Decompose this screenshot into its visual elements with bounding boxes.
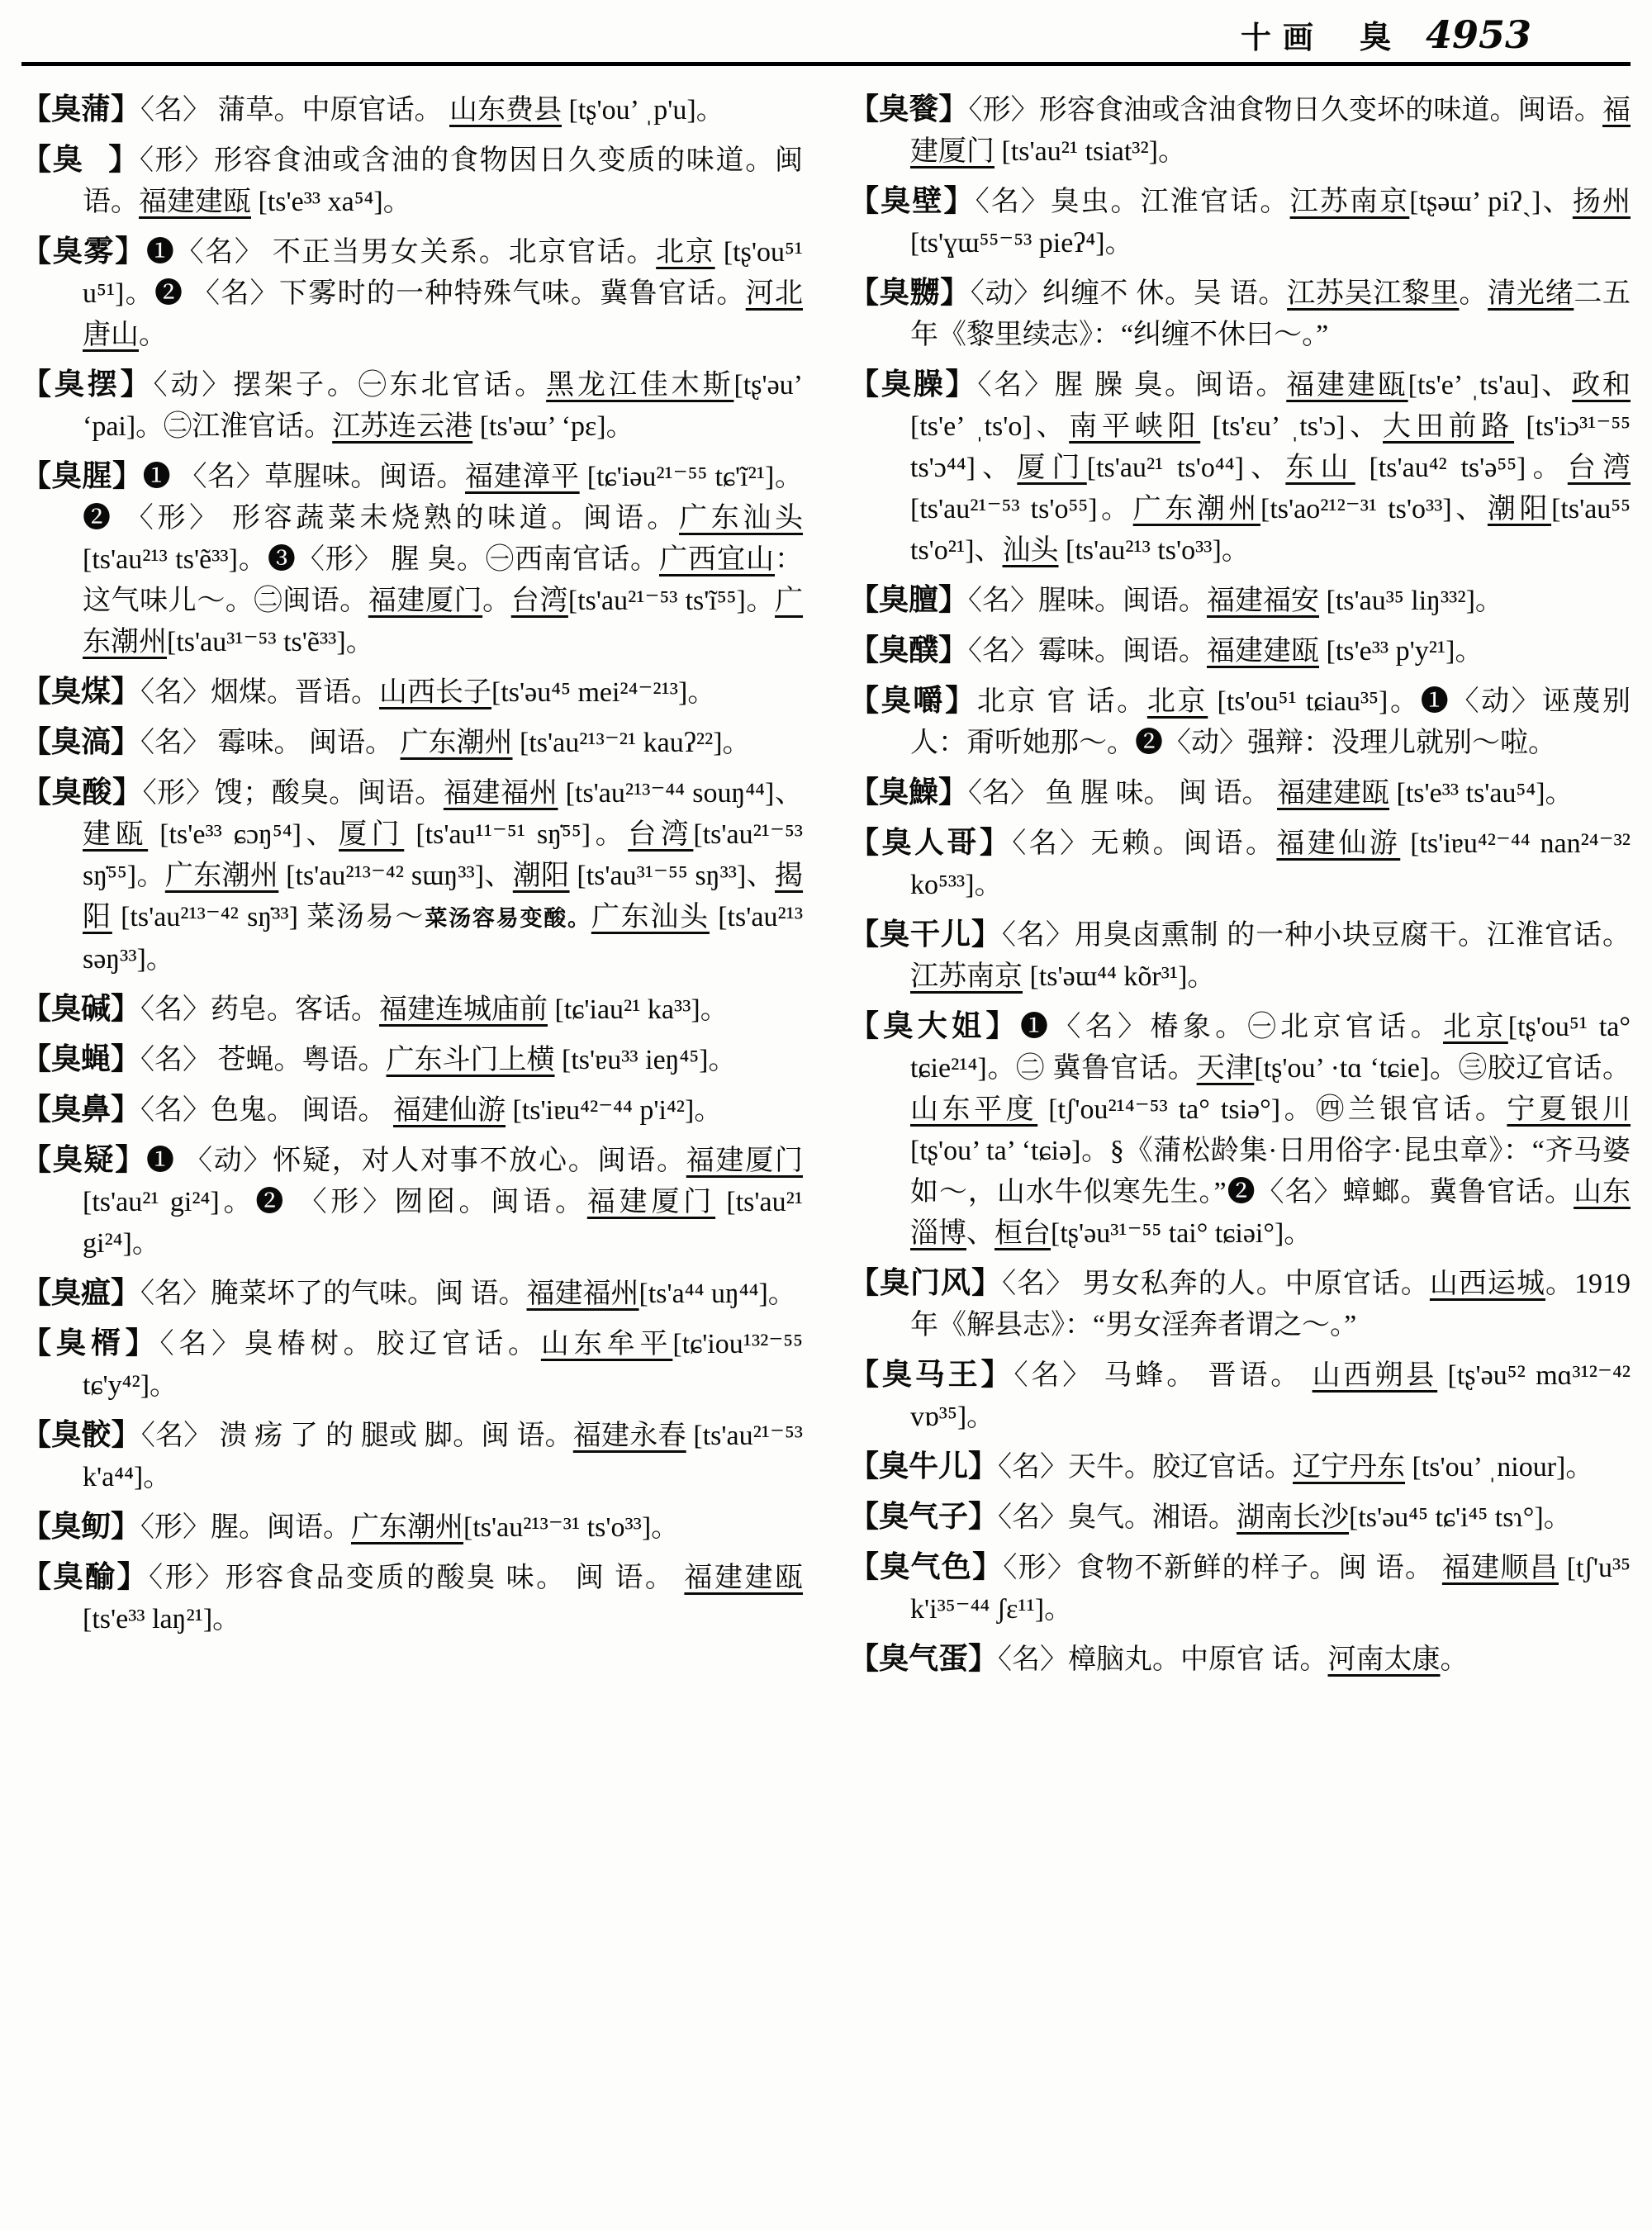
dict-entry bbox=[21, 363, 803, 448]
entry-headword: 【臭鱽】 bbox=[21, 1510, 141, 1543]
entry-text: [tʂ'ou’ ·tɑ ‘tɕie]。㊂胶辽官话。 bbox=[1254, 1053, 1631, 1084]
entry-text: [ts'e³³ ts'au⁵⁴]。 bbox=[1389, 778, 1574, 809]
dict-entry bbox=[849, 1496, 1631, 1539]
entry-text: [ts'əɯ⁴⁴ kõr³¹]。 bbox=[1023, 961, 1216, 992]
entry-text: 北京 官 话。 bbox=[976, 686, 1147, 717]
entry-text: [tʃ'u³⁵ k'i³⁵⁻⁴⁴ ʃɛ¹¹]。 bbox=[910, 1553, 1631, 1625]
dict-entry bbox=[21, 988, 803, 1031]
place-name: 广东汕头 bbox=[591, 902, 710, 932]
dict-entry bbox=[849, 272, 1631, 356]
place-name: 福建漳平 bbox=[465, 462, 580, 492]
place-name: 福建建瓯 bbox=[1286, 370, 1408, 401]
section-label: 十画 bbox=[1240, 21, 1325, 55]
entry-text: [ts'au²¹⁻⁵³ ts'o⁵⁵]。 bbox=[910, 494, 1133, 524]
place-name: 福建连城庙前 bbox=[379, 994, 548, 1025]
place-name: 福建福州 bbox=[526, 1279, 639, 1309]
entry-text: 〈名〉色鬼。 闽语。 bbox=[140, 1095, 394, 1126]
place-name: 揭阳 bbox=[83, 861, 804, 932]
dict-entry bbox=[21, 1556, 803, 1640]
place-name: 广东斗门上横 bbox=[386, 1045, 555, 1075]
place-name: 广东潮州 bbox=[1132, 494, 1260, 524]
entry-text: 〈名〉臭椿树。胶辽官话。 bbox=[159, 1329, 541, 1359]
dict-entry bbox=[849, 680, 1631, 764]
entry-text: [ts'au⁵⁵ ts'o²¹]、 bbox=[910, 494, 1631, 566]
entry-headword: 【臭牛儿】 bbox=[849, 1450, 999, 1483]
entry-headword: 【臭膻】 bbox=[849, 583, 969, 616]
place-name: 福建永春 bbox=[572, 1421, 686, 1451]
dict-entry bbox=[849, 1638, 1631, 1681]
dict-entry bbox=[21, 1139, 803, 1264]
entry-headword: 【臭人哥】 bbox=[849, 826, 1013, 859]
place-name: 南平峡阳 bbox=[1069, 411, 1201, 442]
entry-text: [ts'au¹¹⁻⁵¹ sŋ̇⁵⁵]。 bbox=[404, 819, 629, 850]
dict-entry bbox=[849, 363, 1631, 572]
page-header bbox=[21, 5, 1631, 62]
place-name: 北京 bbox=[656, 237, 715, 268]
entry-text: 〈形〉形容食油或含油食物日久变坏的味道。闽语。 bbox=[968, 95, 1602, 126]
entry-headword: 【臭气色】 bbox=[849, 1550, 1004, 1583]
entry-headword: 【臭摆】 bbox=[21, 368, 154, 401]
entry-text: [tʂ'əu⁵² mɑ³¹²⁻⁴² vɒ³⁵]。 bbox=[910, 1360, 1631, 1432]
place-name: 山西朔县 bbox=[1312, 1360, 1438, 1391]
entry-text: [tʂ'əu’ ‘pai]。㊁江淮官话。 bbox=[83, 370, 804, 442]
entry-headword: 【臭䤅】 bbox=[21, 1560, 150, 1593]
entry-text: ❶ 〈名〉草腥味。闽语。 bbox=[142, 462, 466, 492]
entry-text: [ts'e³³ xa⁵⁴]。 bbox=[251, 187, 411, 217]
place-name: 台湾 bbox=[1567, 453, 1631, 483]
entry-text: [ts'e³³ laŋ²¹]。 bbox=[83, 1604, 241, 1635]
entry-text: 〈名〉臭气。湘语。 bbox=[998, 1502, 1237, 1533]
entry-headword: 【臭楈】 bbox=[21, 1326, 160, 1359]
place-name: 福建福安 bbox=[1207, 586, 1320, 616]
entry-text: 〈名〉 马蜂。 晋语。 bbox=[1014, 1360, 1313, 1391]
entry-text: 〈形〉馊；酸臭。闽语。 bbox=[142, 778, 444, 809]
entry-text: [ts'ɣɯ⁵⁵⁻⁵³ pieʔ⁴]。 bbox=[910, 228, 1133, 259]
place-name: 福建建瓯 bbox=[139, 187, 251, 217]
entry-text: [ts'au²¹³ səŋ³³]。 bbox=[83, 902, 804, 975]
place-name: 山东平度 bbox=[910, 1094, 1038, 1125]
dict-entry bbox=[21, 671, 803, 714]
entry-headword: 【臭气蛋】 bbox=[849, 1642, 999, 1675]
entry-text: ❶〈名〉 不正当男女关系。北京官话。 bbox=[145, 237, 657, 268]
dict-entry bbox=[849, 1005, 1631, 1255]
place-name: 福建厦门 bbox=[686, 1146, 803, 1176]
entry-text: 〈形〉腥。闽语。 bbox=[140, 1512, 352, 1543]
entry-text: [ts'au²¹³⁻⁴² sɯŋ³³]、 bbox=[278, 861, 513, 891]
entry-text: 、 bbox=[966, 1218, 995, 1249]
entry-headword: 【臭瘟】 bbox=[21, 1276, 141, 1309]
place-name: 江苏南京 bbox=[910, 961, 1023, 992]
entry-text: 〈形〉食物不新鲜的样子。闽 语。 bbox=[1003, 1553, 1442, 1583]
dict-entry bbox=[21, 1038, 803, 1081]
dict-entry bbox=[21, 455, 803, 663]
entry-text: [ts'əu⁴⁵ tɕ'i⁴⁵ tsɿ°]。 bbox=[1349, 1502, 1572, 1533]
right-column bbox=[849, 81, 1631, 1688]
entry-text: [tʂ'ou⁵¹ u⁵¹]。❷ 〈名〉下雾时的一种特殊气味。冀鲁官话。 bbox=[83, 237, 803, 309]
entry-text: ❶〈名〉椿象。㊀北京官话。 bbox=[1019, 1012, 1444, 1042]
entry-text: 〈动〉摆架子。㊀东北官话。 bbox=[153, 370, 547, 401]
place-name: 江苏连云港 bbox=[332, 411, 473, 442]
entry-headword: 【臭嚼】 bbox=[849, 684, 977, 717]
dict-entry bbox=[21, 1322, 803, 1407]
entry-text: [ts'ou’ ˌniour]。 bbox=[1405, 1452, 1594, 1483]
entry-text: [ts'au²¹ tsiat³²]。 bbox=[995, 136, 1186, 167]
entry-text: 〈名〉天牛。胶辽官话。 bbox=[998, 1452, 1294, 1483]
place-name: 广东潮州 bbox=[351, 1512, 464, 1543]
entry-text: ：这气味儿～。㊁闽语。 bbox=[83, 544, 804, 616]
entry-text: [ts'iɔ³¹⁻⁵⁵ ts'ɔ⁴⁴]、 bbox=[910, 411, 1631, 483]
dict-entry bbox=[21, 1089, 803, 1132]
entry-text: [ts'au²¹³ ts'o³³]。 bbox=[1058, 535, 1250, 566]
entry-headword: 【臭𨠣】 bbox=[21, 143, 140, 176]
entry-headword: 【臭壁】 bbox=[849, 184, 976, 217]
dict-entry bbox=[21, 1506, 803, 1549]
entry-text: 〈名〉用臭卤熏制 的一种小块豆腐干。江淮官话。 bbox=[1001, 920, 1631, 951]
place-name: 扬州 bbox=[1572, 187, 1631, 217]
dict-entry bbox=[849, 88, 1631, 173]
place-name: 厦门 bbox=[1017, 453, 1087, 483]
entry-text: [ts'au²¹⁻⁵³ k'a⁴⁴]。 bbox=[83, 1421, 803, 1492]
entry-text: [ts'au²¹³⁻³¹ ts'o³³]。 bbox=[463, 1512, 680, 1543]
entry-text: 〈名〉无赖。闽语。 bbox=[1012, 828, 1277, 859]
dict-entry bbox=[849, 822, 1631, 906]
entry-text: 〈名〉 苍蝇。粤语。 bbox=[140, 1045, 387, 1075]
place-name: 黑龙江佳木斯 bbox=[546, 370, 734, 401]
entry-headword: 【臭马王】 bbox=[849, 1358, 1014, 1391]
dict-entry bbox=[849, 1354, 1631, 1438]
place-name: 山西运城 bbox=[1429, 1269, 1545, 1299]
entry-text: [tɕ'iəu²¹⁻⁵⁵ tɕ'ĩ²¹]。❷ 〈形〉 形容蔬菜未烧熟的味道。闽语。 bbox=[83, 462, 803, 534]
entry-text: 〈名〉药皂。客话。 bbox=[140, 994, 380, 1025]
entry-headword: 【臭鼻】 bbox=[21, 1093, 141, 1126]
entry-text: [ts'au²¹ ts'o⁴⁴]、 bbox=[1086, 453, 1286, 483]
entry-text: 。 bbox=[139, 320, 167, 350]
entry-text: [ts'au²¹ gi²⁴]。❷ 〈形〉囫囵。闽语。 bbox=[83, 1187, 587, 1217]
dict-entry bbox=[849, 913, 1631, 998]
place-name: 山东淄博 bbox=[910, 1177, 1631, 1249]
entry-text: [tʂ'ou’ ta’ ‘tɕiə]。§《蒲松龄集·日用俗字·昆虫章》：“齐马婆如～，山水牛似寒先生。”❷〈名〉蟑螂。冀鲁官话。 bbox=[910, 1136, 1631, 1208]
entry-text: [ts'ao²¹²⁻³¹ ts'o³³]、 bbox=[1260, 494, 1488, 524]
entry-text: [tʂ'ou’ ˌp'u]。 bbox=[562, 95, 724, 126]
entry-text: [ts'au²¹ gi²⁴]。 bbox=[83, 1187, 804, 1259]
entry-text: [ts'e’ ˌts'au]、 bbox=[1408, 370, 1573, 401]
entry-text: [ts'au²¹³ ts'ẽ³³]。❸〈形〉 腥 臭。㊀西南官话。 bbox=[83, 544, 659, 575]
dict-entry bbox=[849, 771, 1631, 814]
entry-text: [ts'au³¹⁻⁵³ ts'ẽ³³]。 bbox=[167, 627, 374, 657]
entry-headword: 【臭蒲】 bbox=[21, 93, 141, 126]
dict-entry bbox=[849, 180, 1631, 264]
entry-headword: 【臭大姐】 bbox=[849, 1009, 1020, 1042]
place-name: 广东汕头 bbox=[679, 503, 804, 534]
entry-text: 〈名〉 男女私奔的人。中原官话。 bbox=[1002, 1269, 1430, 1299]
entry-text: 〈名〉霉味。闽语。 bbox=[968, 636, 1208, 667]
place-name: 广东潮州 bbox=[400, 728, 513, 758]
place-name: 福建仙游 bbox=[393, 1095, 506, 1126]
entry-text: 〈名〉腥味。闽语。 bbox=[968, 586, 1208, 616]
dict-entry bbox=[849, 629, 1631, 672]
place-name: 福建厦门 bbox=[586, 1187, 716, 1217]
place-name: 福建厦门 bbox=[368, 586, 483, 616]
place-name: 天津 bbox=[1196, 1053, 1255, 1084]
entry-headword: 【臭气子】 bbox=[849, 1500, 999, 1533]
entry-headword: 【臭酸】 bbox=[21, 776, 143, 809]
entry-text: [tɕ'iau²¹ ka³³]。 bbox=[548, 994, 729, 1025]
entry-text: [ts'au³¹⁻⁵⁵ sŋ³³]、 bbox=[569, 861, 776, 891]
entry-text: 〈名〉樟脑丸。中原官 话。 bbox=[998, 1644, 1328, 1675]
entry-text: 。 bbox=[1459, 278, 1488, 309]
entry-text: [ts'əu⁴⁵ mei²⁴⁻²¹³]。 bbox=[491, 677, 716, 708]
entry-text: 〈名〉烟煤。晋语。 bbox=[140, 677, 380, 708]
entry-text: [tʂ'əu³¹⁻⁵⁵ tai° tɕiəi°]。 bbox=[1051, 1218, 1313, 1249]
entry-text: [ts'au²¹⁻⁵³ sŋ̇⁵⁵]。 bbox=[83, 819, 803, 891]
place-name: 广东潮州 bbox=[164, 861, 279, 891]
entry-headword: 【臭餮】 bbox=[849, 93, 969, 126]
dict-entry bbox=[21, 139, 803, 223]
place-name: 桓台 bbox=[995, 1218, 1051, 1249]
entry-text: [ts'e³³ p'y²¹]。 bbox=[1319, 636, 1483, 667]
entry-text: [ts'au²¹⁻⁵³ ts'ĩ⁵⁵]。 bbox=[567, 586, 776, 616]
entry-text: 〈名〉臭虫。江淮官话。 bbox=[975, 187, 1290, 217]
entry-headword: 【臭碱】 bbox=[21, 992, 141, 1025]
dict-entry bbox=[849, 1262, 1631, 1346]
place-name: 福建厦门 bbox=[910, 95, 1631, 167]
place-name: 福建建瓯 bbox=[1277, 778, 1390, 809]
section-headword: 臭 bbox=[1359, 21, 1391, 55]
page-number: 4953 bbox=[1425, 12, 1531, 57]
place-name: 山东费县 bbox=[449, 95, 563, 126]
dict-entry bbox=[21, 1272, 803, 1315]
entry-text: 〈名〉 蒲草。中原官话。 bbox=[140, 95, 450, 126]
entry-text: [tʃ'ou²¹⁴⁻⁵³ ta° tsiə°]。㊃兰银官话。 bbox=[1037, 1094, 1507, 1125]
entry-text: 二五年《黎里续志》：“纠缠不休曰～。” bbox=[910, 278, 1631, 350]
entry-text: [tʂ'ou⁵¹ ta° tɕie²¹⁴]。㊁ 冀鲁官话。 bbox=[910, 1012, 1631, 1084]
place-name: 广东潮州 bbox=[83, 586, 804, 657]
entry-headword: 【臭嬲】 bbox=[849, 276, 971, 309]
place-name: 汕头 bbox=[1002, 535, 1059, 566]
place-name: 江苏南京 bbox=[1289, 187, 1410, 217]
entry-text: 。 bbox=[482, 586, 511, 616]
entry-text: [ts'au³⁵ liŋ³³²]。 bbox=[1319, 586, 1503, 616]
entry-text: 〈形〉形容食油或含油的食物因日久变质的味道。闽语。 bbox=[83, 145, 803, 217]
entry-headword: 【臭干儿】 bbox=[849, 918, 1002, 951]
place-name: 潮阳 bbox=[512, 861, 570, 891]
place-name: 北京 bbox=[1443, 1012, 1508, 1042]
dict-entry bbox=[21, 771, 803, 980]
place-name: 宁夏银川 bbox=[1507, 1094, 1631, 1125]
place-name: 山西长子 bbox=[379, 677, 492, 708]
place-name: 福建仙游 bbox=[1276, 828, 1401, 859]
dict-entry bbox=[21, 88, 803, 131]
entry-text: [ts'ou⁵¹ tɕiau³⁵]。❶〈动〉诬蔑别人：甭听她那～。❷〈动〉强辩：没理儿就别～啦。 bbox=[910, 686, 1631, 758]
place-name: 北京 bbox=[1146, 686, 1208, 717]
entry-headword: 【臭醭】 bbox=[849, 633, 969, 667]
entry-text: 〈名〉腌菜坏了的气味。闽 语。 bbox=[140, 1279, 527, 1309]
entry-text: [ts'iɐu⁴²⁻⁴⁴ p'i⁴²]。 bbox=[506, 1095, 723, 1126]
place-name: 辽宁丹东 bbox=[1293, 1452, 1406, 1483]
header-rule bbox=[21, 62, 1631, 66]
columns bbox=[21, 81, 1631, 1688]
entry-text: 〈动〉纠缠不 休。吴 语。 bbox=[970, 278, 1288, 309]
entry-text: [ts'ɐu³³ ieŋ⁴⁵]。 bbox=[554, 1045, 737, 1075]
place-name: 清光绪 bbox=[1488, 278, 1574, 309]
entry-text: [ts'au²¹³⁻²¹ kauʔ²²]。 bbox=[512, 728, 751, 758]
entry-text: 。1919年《解县志》：“男女淫奔者谓之～。” bbox=[910, 1269, 1631, 1340]
place-name: 福建顺昌 bbox=[1441, 1553, 1559, 1583]
entry-headword: 【臭腥】 bbox=[21, 459, 143, 492]
place-name: 山东牟平 bbox=[540, 1329, 673, 1359]
entry-text: [tʂəɯ’ piʔˎ]、 bbox=[1409, 187, 1573, 217]
place-name: 福建建瓯 bbox=[1207, 636, 1320, 667]
entry-headword: 【臭疑】 bbox=[21, 1143, 146, 1176]
dict-entry bbox=[21, 230, 803, 356]
place-name: 大田前路 bbox=[1383, 411, 1515, 442]
entry-text: [ts'e’ ˌts'o]、 bbox=[910, 411, 1070, 442]
dict-entry bbox=[21, 721, 803, 764]
place-name: 福建建瓯 bbox=[684, 1563, 804, 1593]
entry-text: 〈名〉 鱼 腥 味。 闽 语。 bbox=[968, 778, 1278, 809]
place-name: 河南太康 bbox=[1327, 1644, 1441, 1675]
entry-text: [ts'a⁴⁴ uŋ⁴⁴]。 bbox=[638, 1279, 796, 1309]
entry-text: ❶ 〈动〉怀疑，对人对事不放心。闽语。 bbox=[146, 1146, 686, 1176]
dict-entry bbox=[849, 1445, 1631, 1488]
entry-headword: 【臭蝇】 bbox=[21, 1042, 141, 1075]
entry-text: 〈名〉 霉味。 闽语。 bbox=[140, 728, 401, 758]
entry-text: [ts'əɯ’ ‘pɛ]。 bbox=[472, 411, 634, 442]
place-name: 东山 bbox=[1285, 453, 1355, 483]
entry-text: [ts'au²¹³⁻⁴⁴ souŋ⁴⁴]、 bbox=[558, 778, 804, 809]
place-name: 河北唐山 bbox=[83, 278, 803, 350]
entry-text: [ts'iɐu⁴²⁻⁴⁴ nan²⁴⁻³² ko⁵³³]。 bbox=[910, 828, 1631, 900]
entry-headword: 【臭煤】 bbox=[21, 675, 141, 708]
place-name: 湖南长沙 bbox=[1237, 1502, 1350, 1533]
entry-text: [ts'e³³ ɕɔŋ⁵⁴]、 bbox=[148, 819, 339, 850]
place-name: 江苏吴江黎里 bbox=[1287, 278, 1460, 309]
entry-headword: 【臭滈】 bbox=[21, 725, 141, 758]
left-column bbox=[21, 81, 803, 1688]
place-name: 政和 bbox=[1572, 370, 1631, 401]
dict-entry bbox=[849, 1546, 1631, 1630]
place-name: 福建福州 bbox=[443, 778, 558, 809]
entry-headword: 【臭雾】 bbox=[21, 235, 146, 268]
place-name: 台湾 bbox=[628, 819, 694, 850]
dict-entry bbox=[849, 579, 1631, 622]
place-name: 建瓯 bbox=[83, 819, 149, 850]
entry-text: [tɕ'iou¹³²⁻⁵⁵ tɕ'y⁴²]。 bbox=[83, 1329, 803, 1401]
entry-text: [ts'ɛu’ ˌts'ɔ]、 bbox=[1200, 411, 1384, 442]
place-name: 厦门 bbox=[339, 819, 405, 850]
entry-text: 〈名〉 溃 疡 了 的 腿或 脚。闽 语。 bbox=[140, 1421, 573, 1451]
place-name: 潮阳 bbox=[1487, 494, 1552, 524]
gloss-small-text: 菜汤容易变酸。 bbox=[425, 906, 591, 931]
place-name: 台湾 bbox=[510, 586, 568, 616]
entry-headword: 【臭门风】 bbox=[849, 1266, 1003, 1299]
place-name: 广西宜山 bbox=[658, 544, 776, 575]
entry-text: [ts'au²¹³⁻⁴² sŋ̇³³] 菜汤易～ bbox=[112, 902, 425, 932]
dict-entry bbox=[21, 1414, 803, 1498]
entry-headword: 【臭鱢】 bbox=[849, 776, 969, 809]
entry-text: 。 bbox=[1440, 1644, 1469, 1675]
entry-headword: 【臭臊】 bbox=[849, 368, 978, 401]
entry-text: [ts'au⁴² ts'ə⁵⁵]。 bbox=[1355, 453, 1568, 483]
entry-text: 〈形〉形容食品变质的酸臭 味。 闽 语。 bbox=[149, 1563, 685, 1593]
entry-headword: 【臭骹】 bbox=[21, 1418, 141, 1451]
entry-text: 〈名〉腥 臊 臭。闽语。 bbox=[977, 370, 1287, 401]
